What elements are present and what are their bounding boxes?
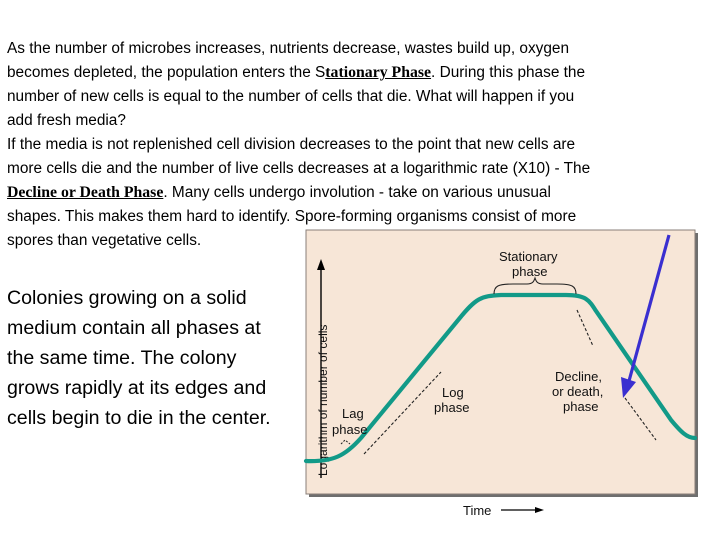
stationary-label-line-1: Stationary (499, 249, 558, 264)
paragraph-line-9: spores than vegetative cells. (7, 232, 202, 249)
colonies-line-3: the same time. The colony (7, 347, 237, 369)
paragraph-line-8: shapes. This makes them hard to identify. Spore-forming organisms consist of more (7, 208, 577, 225)
lag-label-line-2: phase (332, 422, 368, 437)
paragraph-line-7 (7, 181, 713, 205)
decline-label-line-3: phase (563, 399, 599, 414)
x-axis-arrowhead (535, 507, 544, 513)
paragraph-line-2-end: . During this phase the (431, 64, 586, 81)
paragraph-line-7-end: . Many cells undergo involution - take on various unusual (163, 184, 551, 201)
lag-label-line-1: Lag (342, 406, 364, 421)
paragraph-line-2 (7, 61, 713, 85)
y-axis-label: Logarithm of number of cells (316, 324, 330, 476)
colonies-text (7, 283, 307, 433)
description-paragraph (7, 37, 713, 253)
paragraph-line-4: add fresh media? (7, 112, 126, 129)
colonies-line-5: cells begin to die in the center. (7, 407, 271, 429)
log-label-line-2: phase (434, 400, 470, 415)
decline-label-line-2: or death, (552, 384, 604, 399)
graph-panel (306, 230, 695, 494)
colonies-line-1: Colonies growing on a solid (7, 287, 247, 309)
paragraph-line-5: If the media is not replenished cell division decreases to the point that new cells are (7, 136, 576, 153)
colonies-line-2: medium contain all phases at (7, 317, 261, 339)
decline-label-line-1: Decline, (555, 369, 602, 384)
growth-curve-figure (301, 226, 701, 526)
stationary-label-line-2: phase (512, 264, 548, 279)
paragraph-line-3: number of new cells is equal to the number of cells that die. What will happen if you (7, 88, 575, 105)
stationary-phase-term: tationary Phase (325, 64, 432, 81)
colonies-line-4: grows rapidly at its edges and (7, 377, 267, 399)
paragraph-line-6: more cells die and the number of live cells decreases at a logarithmic rate (X10) - The (7, 160, 591, 177)
growth-curve-svg (301, 226, 701, 526)
log-label-line-1: Log (442, 385, 464, 400)
x-axis-label: Time (463, 503, 492, 518)
paragraph-line-2-start: becomes depleted, the population enters the S (7, 64, 326, 81)
paragraph-line-1: As the number of microbes increases, nutrients decrease, wastes build up, oxygen (7, 40, 570, 57)
decline-phase-term: Decline or Death Phase (7, 184, 164, 201)
